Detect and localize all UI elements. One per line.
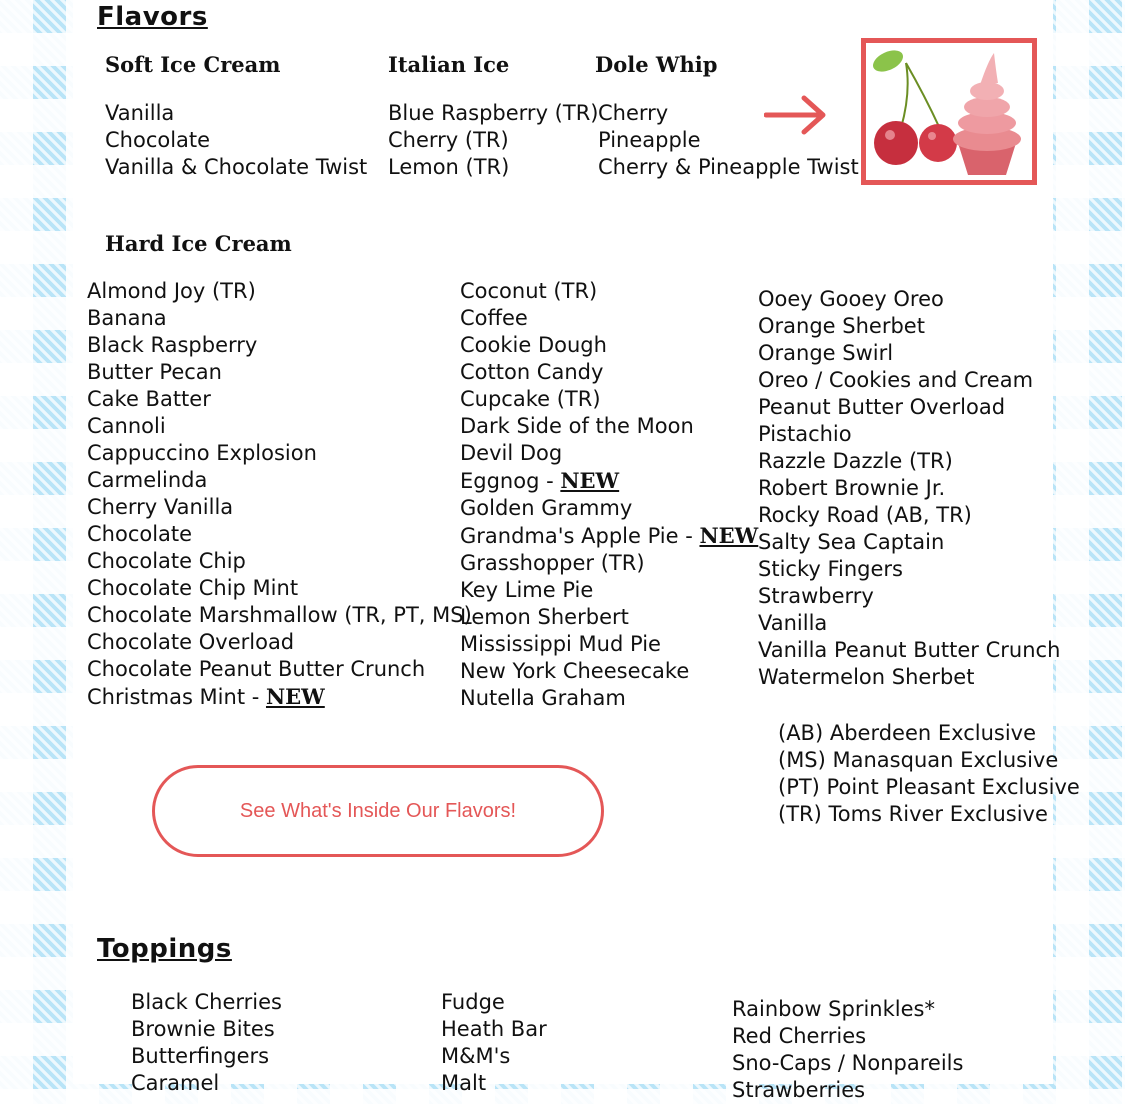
flavor-name: Sticky Fingers — [758, 557, 903, 581]
flavor-item — [758, 367, 1060, 394]
flavor-item — [460, 522, 758, 550]
flavor-item — [460, 413, 758, 440]
flavor-name: Nutella Graham — [460, 686, 626, 710]
flavor-name: Grasshopper (TR) — [460, 551, 645, 575]
flavor-item — [87, 548, 472, 575]
list-item: Cherry — [598, 101, 669, 125]
flavor-item — [460, 550, 758, 577]
list-item: Rainbow Sprinkles* — [732, 997, 935, 1021]
flavor-name: Carmelinda — [87, 468, 208, 492]
flavor-name: Devil Dog — [460, 441, 563, 465]
list-item: Strawberries — [732, 1078, 866, 1102]
flavor-item — [87, 656, 472, 683]
flavor-item — [758, 448, 1060, 475]
flavor-item — [758, 475, 1060, 502]
flavor-item — [460, 305, 758, 332]
list-item: Fudge — [441, 990, 505, 1014]
flavor-name: Cookie Dough — [460, 333, 607, 357]
list-item: Lemon (TR) — [388, 155, 510, 179]
list-item: Butterfingers — [131, 1044, 270, 1068]
flavor-item — [758, 583, 1060, 610]
flavor-item — [460, 440, 758, 467]
flavor-item — [758, 394, 1060, 421]
hard-ice-cream-col-2 — [460, 278, 758, 712]
new-badge: NEW — [699, 523, 759, 548]
legend-item: (MS) Manasquan Exclusive — [778, 748, 1059, 772]
arrow-right-icon — [764, 95, 828, 135]
flavor-item — [87, 413, 472, 440]
list-item: Chocolate — [105, 128, 211, 152]
flavor-item — [460, 278, 758, 305]
list-item: Black Cherries — [131, 990, 282, 1014]
flavor-name: Grandma's Apple Pie - — [460, 524, 700, 548]
toppings-col-3 — [732, 996, 963, 1104]
flavor-item — [460, 658, 758, 685]
flavor-item — [87, 602, 472, 629]
flavor-name: Robert Brownie Jr. — [758, 476, 946, 500]
flavor-name: Cannoli — [87, 414, 166, 438]
flavor-name: Cherry Vanilla — [87, 495, 234, 519]
legend-item: (PT) Point Pleasant Exclusive — [778, 775, 1080, 799]
flavor-name: Peanut Butter Overload — [758, 395, 1006, 419]
flavor-item — [460, 631, 758, 658]
flavor-name: Orange Sherbet — [758, 314, 925, 338]
list-item: Cherry & Pineapple Twist — [598, 155, 859, 179]
flavor-name: Golden Grammy — [460, 496, 633, 520]
flavor-name: Watermelon Sherbet — [758, 665, 975, 689]
flavor-name: Banana — [87, 306, 167, 330]
flavor-name: Salty Sea Captain — [758, 530, 945, 554]
flavor-name: Rocky Road (AB, TR) — [758, 503, 972, 527]
legend-item: (TR) Toms River Exclusive — [778, 802, 1048, 826]
flavor-item — [758, 340, 1060, 367]
hard-ice-cream-col-1 — [87, 278, 472, 711]
flavor-name: Almond Joy (TR) — [87, 279, 256, 303]
flavor-name: Dark Side of the Moon — [460, 414, 694, 438]
flavor-item — [460, 359, 758, 386]
list-item: Malt — [441, 1071, 487, 1095]
list-item: Vanilla & Chocolate Twist — [105, 155, 368, 179]
flavor-name: Vanilla Peanut Butter Crunch — [758, 638, 1061, 662]
flavor-name: Butter Pecan — [87, 360, 222, 384]
flavor-item — [87, 683, 472, 711]
list-item: Cherry (TR) — [388, 128, 509, 152]
dole-whip-heading: Dole Whip — [595, 52, 718, 77]
flavor-item — [758, 529, 1060, 556]
flavor-item — [87, 494, 472, 521]
flavor-name: Mississippi Mud Pie — [460, 632, 661, 656]
flavor-item — [87, 440, 472, 467]
flavor-item — [460, 386, 758, 413]
hard-ice-cream-heading: Hard Ice Cream — [105, 231, 292, 256]
flavor-name: Coffee — [460, 306, 528, 330]
cherry-dole-whip-image — [861, 38, 1037, 185]
flavor-item — [460, 604, 758, 631]
flavor-name: Chocolate Peanut Butter Crunch — [87, 657, 426, 681]
flavor-name: Chocolate — [87, 522, 193, 546]
italian-ice-heading: Italian Ice — [388, 52, 510, 77]
flavor-name: Ooey Gooey Oreo — [758, 287, 944, 311]
flavor-name: New York Cheesecake — [460, 659, 690, 683]
flavor-item — [758, 313, 1060, 340]
exclusive-legend — [778, 720, 1080, 828]
flavor-item — [87, 386, 472, 413]
flavor-item — [87, 629, 472, 656]
flavor-item — [758, 286, 1060, 313]
flavor-name: Cake Batter — [87, 387, 211, 411]
flavor-item — [758, 610, 1060, 637]
flavor-item — [758, 421, 1060, 448]
flavor-item — [87, 359, 472, 386]
flavor-name: Chocolate Chip — [87, 549, 246, 573]
flavor-item — [460, 685, 758, 712]
new-badge: NEW — [560, 468, 620, 493]
list-item: Pineapple — [598, 128, 701, 152]
list-item: Red Cherries — [732, 1024, 867, 1048]
flavor-name: Lemon Sherbert — [460, 605, 629, 629]
flavor-name: Cupcake (TR) — [460, 387, 601, 411]
legend-item: (AB) Aberdeen Exclusive — [778, 721, 1037, 745]
list-item: Blue Raspberry (TR) — [388, 101, 599, 125]
flavor-name: Key Lime Pie — [460, 578, 594, 602]
list-item: Caramel — [131, 1071, 220, 1095]
toppings-col-2 — [441, 989, 547, 1097]
flavor-item — [87, 575, 472, 602]
list-item: Brownie Bites — [131, 1017, 275, 1041]
flavor-item — [758, 556, 1060, 583]
flavor-item — [758, 664, 1060, 691]
hard-ice-cream-col-3 — [758, 286, 1060, 691]
flavor-name: Eggnog - — [460, 469, 561, 493]
flavor-item — [460, 577, 758, 604]
flavors-title: Flavors — [97, 2, 208, 32]
list-item: Vanilla — [105, 101, 175, 125]
flavor-item — [460, 467, 758, 495]
flavor-name: Vanilla — [758, 611, 828, 635]
soft-ice-cream-list — [105, 100, 367, 181]
new-badge: NEW — [265, 684, 325, 709]
flavor-name: Pistachio — [758, 422, 852, 446]
flavor-name: Coconut (TR) — [460, 279, 598, 303]
list-item: Heath Bar — [441, 1017, 547, 1041]
flavor-name: Razzle Dazzle (TR) — [758, 449, 953, 473]
flavor-item — [87, 305, 472, 332]
flavor-name: Chocolate Overload — [87, 630, 295, 654]
see-inside-flavors-button[interactable]: See What's Inside Our Flavors! — [152, 765, 604, 857]
flavor-item — [87, 332, 472, 359]
list-item: Sno-Caps / Nonpareils — [732, 1051, 964, 1075]
flavor-name: Cotton Candy — [460, 360, 604, 384]
toppings-col-1 — [131, 989, 282, 1097]
flavor-item — [87, 278, 472, 305]
flavor-item — [758, 502, 1060, 529]
flavor-item — [460, 332, 758, 359]
italian-ice-list — [388, 100, 598, 181]
toppings-title: Toppings — [97, 934, 232, 964]
flavor-name: Black Raspberry — [87, 333, 258, 357]
flavor-name: Cappuccino Explosion — [87, 441, 317, 465]
flavor-item — [87, 521, 472, 548]
flavor-name: Chocolate Chip Mint — [87, 576, 299, 600]
flavor-name: Orange Swirl — [758, 341, 894, 365]
flavor-name: Oreo / Cookies and Cream — [758, 368, 1034, 392]
list-item: M&M's — [441, 1044, 511, 1068]
soft-ice-cream-heading: Soft Ice Cream — [105, 52, 281, 77]
flavor-item — [460, 495, 758, 522]
flavor-name: Christmas Mint - — [87, 685, 266, 709]
flavor-name: Chocolate Marshmallow (TR, PT, MS) — [87, 603, 472, 627]
cherry-soft-serve-icon — [866, 43, 1032, 180]
flavor-name: Strawberry — [758, 584, 874, 608]
flavor-item — [758, 637, 1060, 664]
flavor-item — [87, 467, 472, 494]
